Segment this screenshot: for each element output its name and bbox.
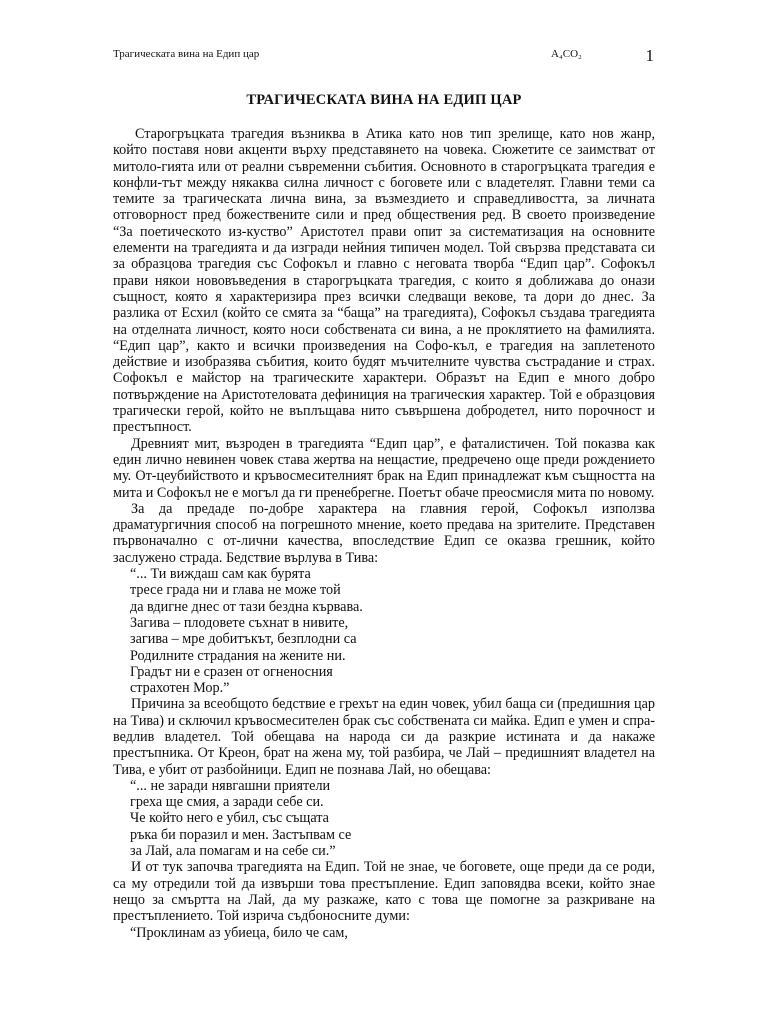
verse-line: греха ще смия, а заради себе си.	[130, 794, 324, 811]
verse-block	[113, 778, 655, 859]
verse-line: загива – мре добитъкът, безплодни са	[130, 631, 357, 648]
document-body	[113, 126, 655, 941]
document-title: ТРАГИЧЕСКАТА ВИНА НА ЕДИП ЦАР	[246, 92, 522, 108]
verse-line: тресе града ни и глава не може той	[130, 582, 341, 599]
verse-line: “... Ти виждаш сам как бурята	[130, 566, 311, 583]
verse-line: Градът ни е сразен от огненосния	[130, 663, 333, 680]
paragraph: Старогръцката трагедия възниква в Атика като нов тип зрелище, като нов жанр, който поставя нови акценти върху представянето на човека. Сюжетите се заимстват от митоло-гията или от реални съвременни събития. Основното в старогръцката трагедия е конфли-тът между някаква силна личност с боговете или с владетелят. Главни теми са темите за трагическата лична вина, за възмездието и справедливостта, за личната отговорност пред божествените сили и пред обществения ред. В своето произведение “За поетическото из-куство” Аристотел прави опит за систематизация на основните елементи на трагедията и да изгради нейния типичен модел. Той свързва представата си за образцова трагедия със Софокъл и главно с неговата творба “Едип цар”. Софокъл прави някои нововъведения в старогръцката трагедия, с които я доближава до онази същност, която я характеризира през всички следващи векове, та дори до днес. За разлика от Есхил (който се смята за “баща” на трагедията), Софокъл създава трагедията на отделната личност, която носи собствената си вина, а не проклятието на фамилията. “Едип цар”, както и всички произведения на Софо-къл, е трагедия на заплетеното действие и изобразява събития, които будят мъчителните чувства състрадание и страх. Софокъл е майстор на трагическите характери. Образът на Едип е много добро потвърждение на Аристотеловата дефиниция на трагическия характер. Той е образцовия трагически герой, който не въплъщава нито съвършена добродетел, нито порочност и престъпност.	[113, 126, 655, 436]
verse-block	[113, 925, 655, 941]
verse-line: Загива – плодовете съхнат в нивите,	[130, 614, 349, 631]
verse-line: Родилните страдания на жените ни.	[130, 647, 346, 664]
verse-line: “Проклинам аз убиеца, било че сам,	[130, 924, 348, 941]
paragraph: За да предаде по-добре характера на главния герой, Софокъл използва драматургичния способ на погрешното мнение, което предава на зрителите. Представен първоначално с от-лични качества, впоследствие Едип се оказва грешник, който заслужено страда. Бедствие върлува в Тива:	[113, 500, 655, 566]
header-formula: A₄CO₂	[551, 48, 582, 60]
paragraph: Причина за всеобщото бедствие е грехът на един човек, убил баща си (предишния цар на Тива) и сключил кръвосмесителен брак със собствената си майка. Едип е умен и спра-ведлив владетел. Той обещава на народа си да разкрие истината и да накаже престъпника. От Креон, брат на жена му, той разбира, че Лай – предишният владетел на Тива, е убит от разбойници. Едип не познава Лай, но обещава:	[113, 696, 655, 778]
verse-block	[113, 566, 655, 696]
paragraph: Древният мит, възроден в трагедията “Едип цар”, е фаталистичен. Той показва как един лично невинен човек става жертва на нещастие, предречено още преди рождението му. От-цеубийството и кръвосмесителният брак на Едип принадлежат към същността на мита и Софокъл не е могъл да ги пренебрегне. Поетът обаче преосмисля мита по новому.	[113, 435, 655, 501]
paragraph: И от тук започва трагедията на Едип. Той не знае, че боговете, още преди да се роди, са му отредили той да извърши това престъпление. Едип заповядва всеки, който знае нещо за смъртта на Лай, да му разкаже, като с това ще помогне за разкриване на престъплението. Той изрича съдбоносните думи:	[113, 859, 655, 925]
page-number: 1	[645, 46, 654, 65]
header-title: Трагическата вина на Едип цар	[113, 48, 260, 60]
verse-line: да вдигне днес от тази бездна кървава.	[130, 598, 363, 615]
verse-line: Че който него е убил, със същата	[130, 810, 329, 827]
verse-line: за Лай, ала помагам и на себе си.”	[130, 843, 336, 860]
verse-line: ръка би поразил и мен. Застъпвам се	[130, 826, 352, 843]
verse-line: “... не заради нявгашни приятели	[130, 777, 331, 794]
verse-line: страхотен Мор.”	[130, 680, 230, 697]
page-header	[113, 46, 655, 68]
